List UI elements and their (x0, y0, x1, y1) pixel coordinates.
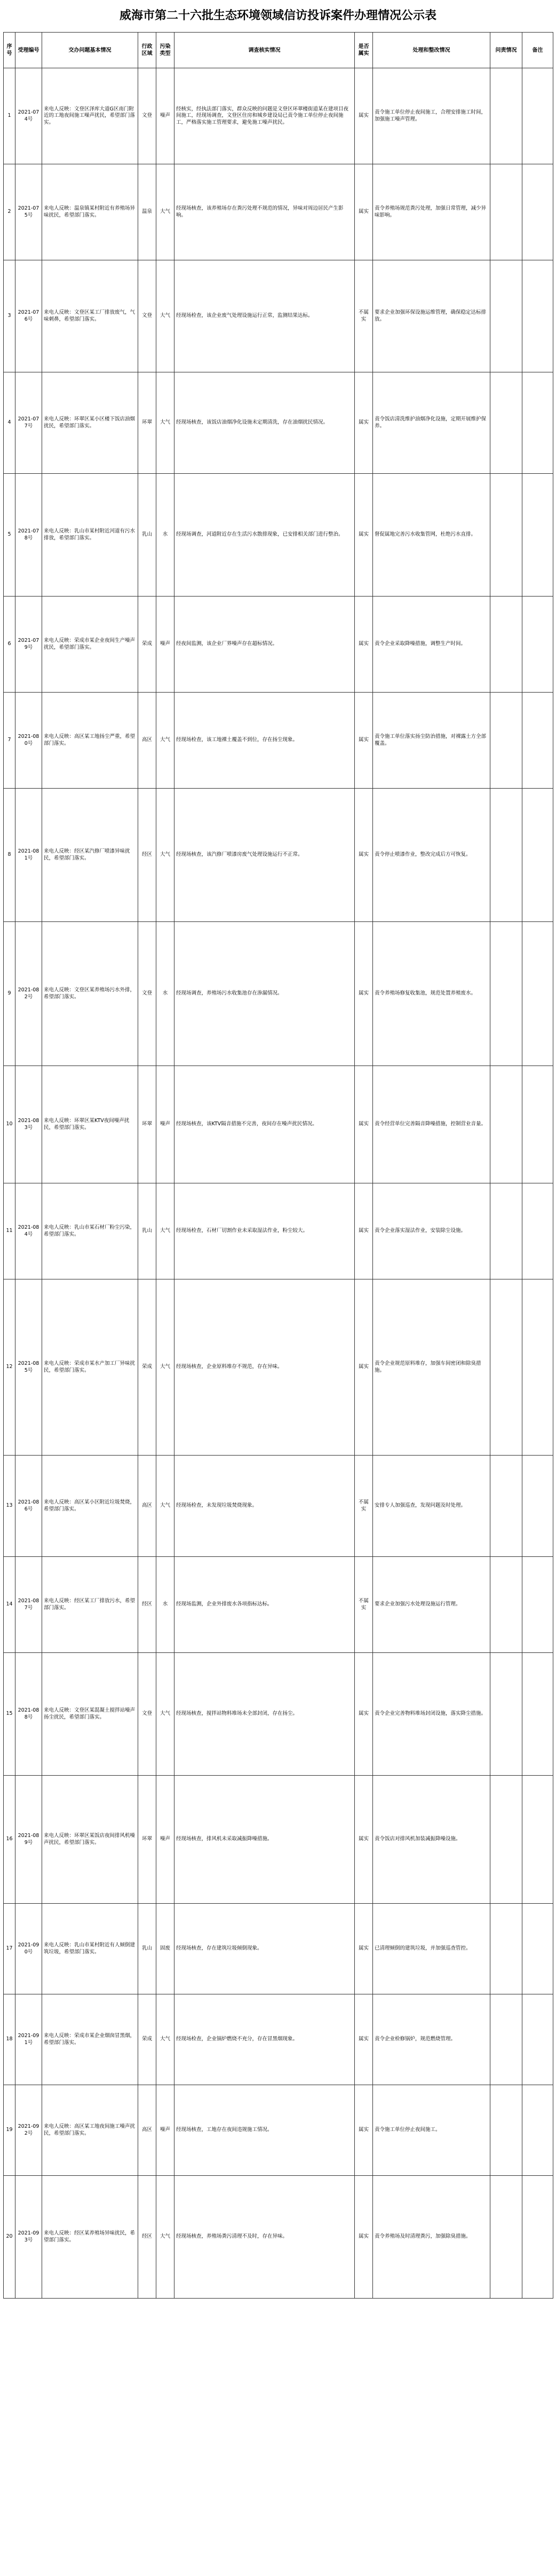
col-header: 调查核实情况 (174, 33, 355, 68)
accountability (490, 597, 522, 693)
verified-status: 不属实 (355, 260, 373, 372)
pollution-type: 大气 (156, 1279, 174, 1456)
investigation-result: 经现场检查，该工地裸土覆盖不到位，存在扬尘现象。 (174, 693, 355, 789)
administrative-area: 荣成 (138, 1279, 156, 1456)
administrative-area: 文登 (138, 68, 156, 164)
investigation-result: 经现场核查，工地存在夜间违规施工情况。 (174, 2085, 355, 2176)
investigation-result: 经现场核查，存在建筑垃圾倾倒现象。 (174, 1904, 355, 1994)
complaint-description: 来电人反映：经区某汽修厂喷漆异味扰民，希望部门落实。 (42, 789, 138, 922)
pollution-type: 大气 (156, 1994, 174, 2085)
verified-status: 不属实 (355, 1557, 373, 1653)
accountability (490, 1994, 522, 2085)
investigation-result: 经现场核查，该KTV隔音措施不完善，夜间存在噪声扰民情况。 (174, 1066, 355, 1183)
handling-result: 安排专人加强巡查，发现问题及时处理。 (373, 1456, 490, 1557)
administrative-area: 文登 (138, 1653, 156, 1776)
verified-status: 属实 (355, 1776, 373, 1904)
row-number: 19 (4, 2085, 15, 2176)
administrative-area: 经区 (138, 1557, 156, 1653)
complaint-description: 来电人反映：环翠区某KTV夜间噪声扰民，希望部门落实。 (42, 1066, 138, 1183)
case-code: 2021-092号 (15, 2085, 42, 2176)
pollution-type: 水 (156, 922, 174, 1066)
table-row (4, 1994, 553, 2085)
table-row (4, 597, 553, 693)
investigation-result: 经现场核查，该汽修厂喷漆房废气处理设施运行不正常。 (174, 789, 355, 922)
table-row (4, 1456, 553, 1557)
investigation-result: 经现场核查，搅拌站物料堆场未全部封闭，存在扬尘。 (174, 1653, 355, 1776)
pollution-type: 大气 (156, 789, 174, 922)
complaint-table (3, 32, 553, 2299)
pollution-type: 大气 (156, 372, 174, 474)
verified-status: 属实 (355, 1904, 373, 1994)
verified-status: 属实 (355, 1994, 373, 2085)
verified-status: 属实 (355, 1066, 373, 1183)
row-number: 18 (4, 1994, 15, 2085)
page-title: 威海市第二十六批生态环境领域信访投诉案件办理情况公示表 (119, 9, 436, 22)
remark (522, 922, 553, 1066)
investigation-result: 经现场监测，企业外排废水各项指标达标。 (174, 1557, 355, 1653)
remark (522, 789, 553, 922)
investigation-result: 经现场核查，该养殖场存在粪污处理不规范的情况，异味对周边居民产生影响。 (174, 164, 355, 260)
administrative-area: 环翠 (138, 372, 156, 474)
administrative-area: 乳山 (138, 1904, 156, 1994)
row-number: 3 (4, 260, 15, 372)
administrative-area: 高区 (138, 2085, 156, 2176)
accountability (490, 1557, 522, 1653)
administrative-area: 荣成 (138, 597, 156, 693)
table-row (4, 1776, 553, 1904)
remark (522, 474, 553, 597)
handling-result: 责令企业检修锅炉，规范燃烧管理。 (373, 1994, 490, 2085)
complaint-description: 来电人反映：文登区泽库大道G区南门附近的工地夜间施工噪声扰民，希望部门落实。 (42, 68, 138, 164)
case-code: 2021-082号 (15, 922, 42, 1066)
remark (522, 1279, 553, 1456)
handling-result: 已清理倾倒的建筑垃圾，并加强巡查管控。 (373, 1904, 490, 1994)
verified-status: 属实 (355, 597, 373, 693)
handling-result: 要求企业加强环保设施运维管理，确保稳定达标排放。 (373, 260, 490, 372)
row-number: 5 (4, 474, 15, 597)
accountability (490, 1456, 522, 1557)
row-number: 12 (4, 1279, 15, 1456)
table-row (4, 2085, 553, 2176)
complaint-description: 来电人反映：乳山市某村附近河道有污水排放，希望部门落实。 (42, 474, 138, 597)
remark (522, 1183, 553, 1279)
case-code: 2021-078号 (15, 474, 42, 597)
table-row (4, 922, 553, 1066)
administrative-area: 乳山 (138, 474, 156, 597)
accountability (490, 2085, 522, 2176)
table-row (4, 372, 553, 474)
administrative-area: 经区 (138, 789, 156, 922)
handling-result: 责令施工单位停止夜间施工。 (373, 2085, 490, 2176)
table-row (4, 789, 553, 922)
case-code: 2021-080号 (15, 693, 42, 789)
pollution-type: 水 (156, 474, 174, 597)
administrative-area: 荣成 (138, 1994, 156, 2085)
complaint-description: 来电人反映：高区某工地夜间施工噪声扰民，希望部门落实。 (42, 2085, 138, 2176)
accountability (490, 1066, 522, 1183)
investigation-result: 经现场检查，该企业废气处理设施运行正常，监测结果达标。 (174, 260, 355, 372)
complaint-description: 来电人反映：经区某工厂排放污水，希望部门落实。 (42, 1557, 138, 1653)
complaint-description: 来电人反映：荣成市某水产加工厂异味扰民，希望部门落实。 (42, 1279, 138, 1456)
pollution-type: 大气 (156, 1653, 174, 1776)
verified-status: 属实 (355, 2085, 373, 2176)
accountability (490, 68, 522, 164)
accountability (490, 922, 522, 1066)
col-header: 是否属实 (355, 33, 373, 68)
case-code: 2021-085号 (15, 1279, 42, 1456)
pollution-type: 噪声 (156, 1776, 174, 1904)
table-row (4, 474, 553, 597)
table-row (4, 1183, 553, 1279)
pollution-type: 大气 (156, 1183, 174, 1279)
accountability (490, 789, 522, 922)
investigation-result: 经现场调查，养殖场污水收集池存在渗漏情况。 (174, 922, 355, 1066)
remark (522, 693, 553, 789)
pollution-type: 大气 (156, 260, 174, 372)
investigation-result: 经现场检查，企业锅炉燃烧不充分，存在冒黑烟现象。 (174, 1994, 355, 2085)
row-number: 11 (4, 1183, 15, 1279)
remark (522, 372, 553, 474)
pollution-type: 噪声 (156, 2085, 174, 2176)
table-row (4, 1557, 553, 1653)
remark (522, 260, 553, 372)
remark (522, 1994, 553, 2085)
row-number: 10 (4, 1066, 15, 1183)
handling-result: 责令企业完善物料堆场封闭设施，落实降尘措施。 (373, 1653, 490, 1776)
case-code: 2021-086号 (15, 1456, 42, 1557)
pollution-type: 噪声 (156, 1066, 174, 1183)
case-code: 2021-091号 (15, 1994, 42, 2085)
verified-status: 属实 (355, 789, 373, 922)
handling-result: 责令企业规范原料堆存，加强车间密闭和除臭措施。 (373, 1279, 490, 1456)
case-code: 2021-090号 (15, 1904, 42, 1994)
accountability (490, 474, 522, 597)
investigation-result: 经现场核查，排风机未采取减振降噪措施。 (174, 1776, 355, 1904)
case-code: 2021-083号 (15, 1066, 42, 1183)
case-code: 2021-081号 (15, 789, 42, 922)
row-number: 17 (4, 1904, 15, 1994)
administrative-area: 环翠 (138, 1776, 156, 1904)
investigation-result: 经现场检查，石材厂切割作业未采取湿法作业，粉尘较大。 (174, 1183, 355, 1279)
complaint-description: 来电人反映：高区某小区附近垃圾焚烧，希望部门落实。 (42, 1456, 138, 1557)
complaint-description: 来电人反映：经区某养殖场异味扰民，希望部门落实。 (42, 2176, 138, 2299)
handling-result: 责令施工单位停止夜间施工，合理安排施工时间，加强施工噪声管理。 (373, 68, 490, 164)
investigation-result: 经现场核查，该饭店油烟净化设施未定期清洗，存在油烟扰民情况。 (174, 372, 355, 474)
accountability (490, 693, 522, 789)
pollution-type: 噪声 (156, 68, 174, 164)
verified-status: 不属实 (355, 1456, 373, 1557)
table-row (4, 2176, 553, 2299)
remark (522, 597, 553, 693)
investigation-result: 经现场调查，河道附近存在生活污水散排现象，已安排相关部门进行整治。 (174, 474, 355, 597)
verified-status: 属实 (355, 164, 373, 260)
pollution-type: 固废 (156, 1904, 174, 1994)
verified-status: 属实 (355, 372, 373, 474)
case-code: 2021-074号 (15, 68, 42, 164)
handling-result: 责令停止喷漆作业，整改完成后方可恢复。 (373, 789, 490, 922)
verified-status: 属实 (355, 1183, 373, 1279)
table-row (4, 260, 553, 372)
administrative-area: 高区 (138, 693, 156, 789)
case-code: 2021-088号 (15, 1653, 42, 1776)
handling-result: 督促属地完善污水收集管网，杜绝污水直排。 (373, 474, 490, 597)
row-number: 16 (4, 1776, 15, 1904)
accountability (490, 1653, 522, 1776)
handling-result: 责令养殖场规范粪污处理，加强日常管理，减少异味影响。 (373, 164, 490, 260)
remark (522, 1904, 553, 1994)
complaint-description: 来电人反映：乳山市某石材厂粉尘污染，希望部门落实。 (42, 1183, 138, 1279)
remark (522, 1456, 553, 1557)
verified-status: 属实 (355, 68, 373, 164)
col-header: 备注 (522, 33, 553, 68)
row-number: 8 (4, 789, 15, 922)
handling-result: 责令企业落实湿法作业，安装除尘设施。 (373, 1183, 490, 1279)
case-code: 2021-079号 (15, 597, 42, 693)
complaint-description: 来电人反映：温泉镇某村附近有养殖场异味扰民，希望部门落实。 (42, 164, 138, 260)
accountability (490, 1904, 522, 1994)
remark (522, 1776, 553, 1904)
table-row (4, 1279, 553, 1456)
col-header: 处理和整改情况 (373, 33, 490, 68)
row-number: 13 (4, 1456, 15, 1557)
pollution-type: 噪声 (156, 597, 174, 693)
accountability (490, 1279, 522, 1456)
row-number: 4 (4, 372, 15, 474)
table-row (4, 693, 553, 789)
case-code: 2021-093号 (15, 2176, 42, 2299)
verified-status: 属实 (355, 1279, 373, 1456)
pollution-type: 水 (156, 1557, 174, 1653)
complaint-description: 来电人反映：文登区某混凝土搅拌站噪声扬尘扰民，希望部门落实。 (42, 1653, 138, 1776)
handling-result: 责令施工单位落实扬尘防治措施，对裸露土方全部覆盖。 (373, 693, 490, 789)
handling-result: 责令饭店对排风机加装减振降噪设施。 (373, 1776, 490, 1904)
col-header: 污染类型 (156, 33, 174, 68)
table-body (4, 68, 553, 2299)
case-code: 2021-089号 (15, 1776, 42, 1904)
remark (522, 1653, 553, 1776)
row-number: 15 (4, 1653, 15, 1776)
administrative-area: 温泉 (138, 164, 156, 260)
row-number: 6 (4, 597, 15, 693)
handling-result: 要求企业加强污水处理设施运行管理。 (373, 1557, 490, 1653)
table-row (4, 1653, 553, 1776)
case-code: 2021-077号 (15, 372, 42, 474)
table-header-row (4, 33, 553, 68)
remark (522, 68, 553, 164)
verified-status: 属实 (355, 2176, 373, 2299)
row-number: 20 (4, 2176, 15, 2299)
administrative-area: 环翠 (138, 1066, 156, 1183)
complaint-description: 来电人反映：文登区某养殖场污水外排，希望部门落实。 (42, 922, 138, 1066)
case-code: 2021-087号 (15, 1557, 42, 1653)
complaint-description: 来电人反映：乳山市某村附近有人倾倒建筑垃圾，希望部门落实。 (42, 1904, 138, 1994)
administrative-area: 文登 (138, 922, 156, 1066)
row-number: 2 (4, 164, 15, 260)
complaint-description: 来电人反映：文登区某工厂排放废气，气味刺鼻，希望部门落实。 (42, 260, 138, 372)
accountability (490, 1776, 522, 1904)
handling-result: 责令企业采取降噪措施，调整生产时间。 (373, 597, 490, 693)
col-header: 受理编号 (15, 33, 42, 68)
row-number: 9 (4, 922, 15, 1066)
handling-result: 责令养殖场及时清理粪污，加强除臭措施。 (373, 2176, 490, 2299)
complaint-description: 来电人反映：荣成市某企业烟囱冒黑烟，希望部门落实。 (42, 1994, 138, 2085)
table-row (4, 1904, 553, 1994)
administrative-area: 文登 (138, 260, 156, 372)
row-number: 7 (4, 693, 15, 789)
verified-status: 属实 (355, 1653, 373, 1776)
remark (522, 1557, 553, 1653)
col-header: 问责情况 (490, 33, 522, 68)
verified-status: 属实 (355, 474, 373, 597)
investigation-result: 经夜间监测，该企业厂界噪声存在超标情况。 (174, 597, 355, 693)
pollution-type: 大气 (156, 164, 174, 260)
table-row (4, 164, 553, 260)
investigation-result: 经现场核查，企业原料堆存不规范，存在异味。 (174, 1279, 355, 1456)
case-code: 2021-075号 (15, 164, 42, 260)
complaint-description: 来电人反映：高区某工地扬尘严重，希望部门落实。 (42, 693, 138, 789)
administrative-area: 高区 (138, 1456, 156, 1557)
complaint-description: 来电人反映：荣成市某企业夜间生产噪声扰民，希望部门落实。 (42, 597, 138, 693)
verified-status: 属实 (355, 693, 373, 789)
pollution-type: 大气 (156, 2176, 174, 2299)
accountability (490, 372, 522, 474)
verified-status: 属实 (355, 922, 373, 1066)
pollution-type: 大气 (156, 693, 174, 789)
remark (522, 2176, 553, 2299)
investigation-result: 经现场检查，未发现垃圾焚烧现象。 (174, 1456, 355, 1557)
administrative-area: 经区 (138, 2176, 156, 2299)
case-code: 2021-084号 (15, 1183, 42, 1279)
col-header: 序号 (4, 33, 15, 68)
row-number: 14 (4, 1557, 15, 1653)
remark (522, 164, 553, 260)
table-row (4, 68, 553, 164)
administrative-area: 乳山 (138, 1183, 156, 1279)
complaint-description: 来电人反映：环翠区某小区楼下饭店油烟扰民，希望部门落实。 (42, 372, 138, 474)
handling-result: 责令经营单位完善隔音降噪措施，控制营业音量。 (373, 1066, 490, 1183)
case-code: 2021-076号 (15, 260, 42, 372)
accountability (490, 1183, 522, 1279)
investigation-result: 经现场核查，养殖场粪污清理不及时，存在异味。 (174, 2176, 355, 2299)
accountability (490, 164, 522, 260)
accountability (490, 260, 522, 372)
complaint-description: 来电人反映：环翠区某饭店夜间排风机噪声扰民，希望部门落实。 (42, 1776, 138, 1904)
remark (522, 2085, 553, 2176)
col-header: 行政区域 (138, 33, 156, 68)
col-header: 交办问题基本情况 (42, 33, 138, 68)
row-number: 1 (4, 68, 15, 164)
table-row (4, 1066, 553, 1183)
remark (522, 1066, 553, 1183)
accountability (490, 2176, 522, 2299)
handling-result: 责令养殖场修复收集池，规范处置养殖废水。 (373, 922, 490, 1066)
investigation-result: 经核实，经执法部门落实，群众反映的问题是文登区环翠楼街道某在建项目夜间施工，经现场调查，文登区住房和城乡建设局已责令施工单位停止夜间施工，严格落实施工管理要求，避免施工噪声扰民。 (174, 68, 355, 164)
pollution-type: 大气 (156, 1456, 174, 1557)
handling-result: 责令饭店清洗维护油烟净化设施，定期开展维护保养。 (373, 372, 490, 474)
